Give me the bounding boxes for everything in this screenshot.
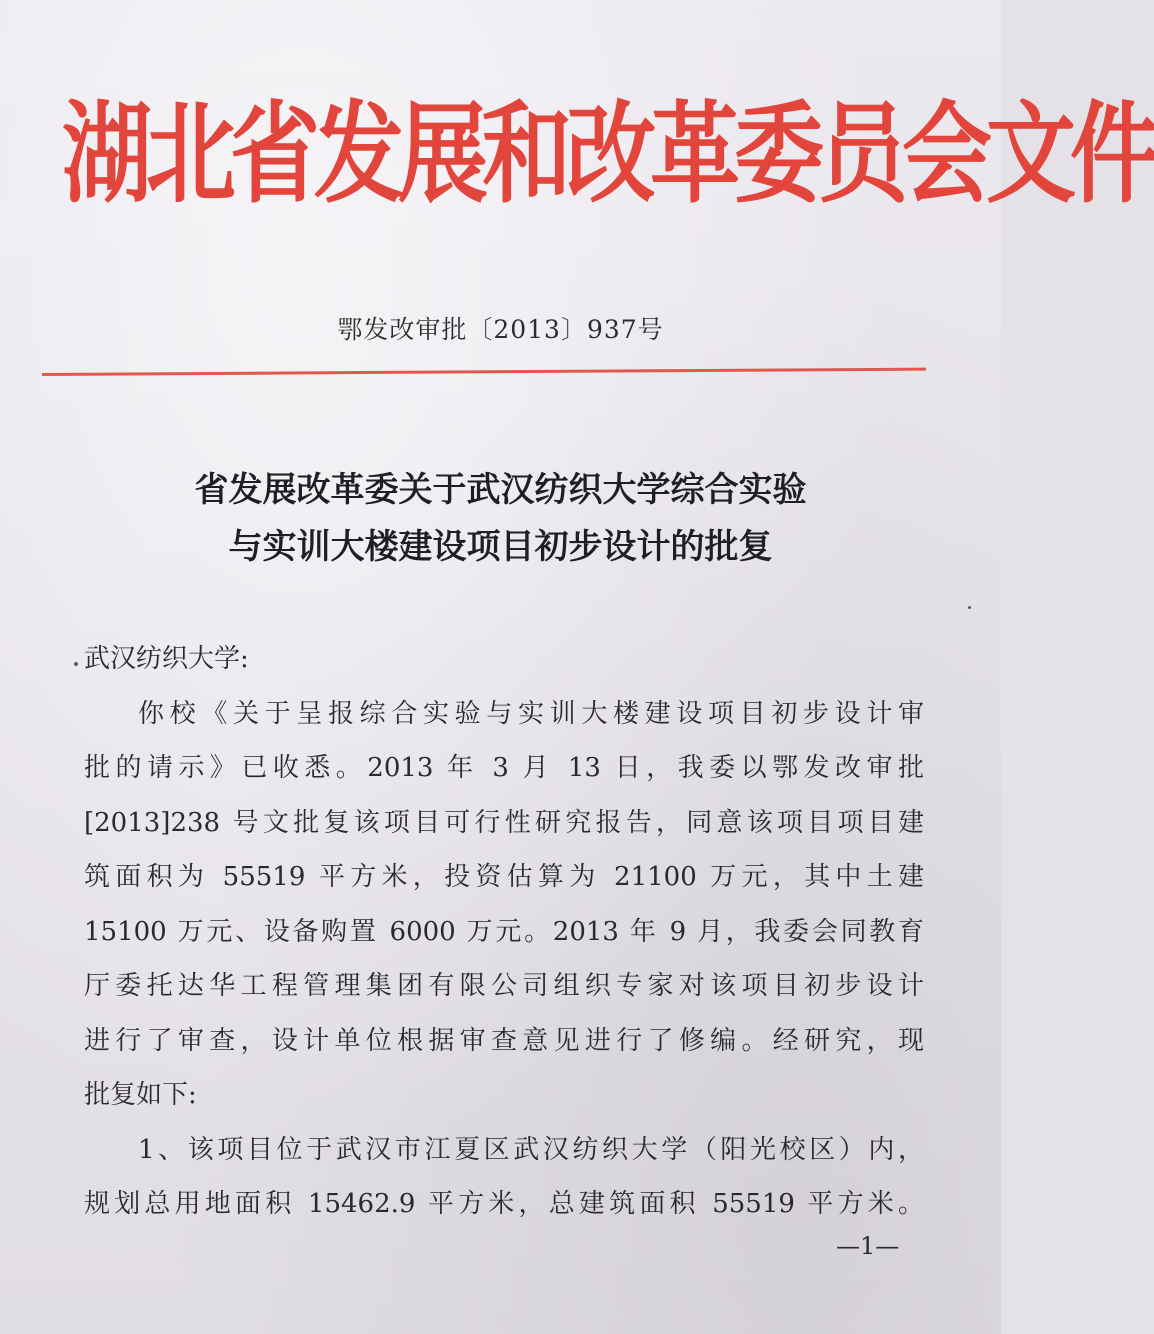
body-line-5: 15100 万元、设备购置 6000 万元。2013 年 9 月，我委会同教育 [84, 916, 924, 947]
body-line-4: 筑面积为 55519 平方米，投资估算为 21100 万元，其中土建 [84, 862, 924, 892]
title-line-1: 省发展改革委关于武汉纺织大学综合实验 [194, 470, 807, 510]
body-line-8: 批复如下: [84, 1080, 197, 1110]
red-divider-line [42, 368, 926, 376]
title-line-2: 与实训大楼建设项目初步设计的批复 [228, 527, 773, 567]
body-line-10: 规划总用地面积 15462.9 平方米，总建筑面积 55519 平方米。 [84, 1189, 924, 1219]
body-line-9: 1、该项目位于武汉市江夏区武汉纺织大学（阳光校区）内， [138, 1134, 924, 1165]
body-line-2: 批的请示》已收悉。2013 年 3 月 13 日，我委以鄂发改审批 [84, 753, 924, 783]
body-line-3: [2013]238 号文批复该项目可行性研究报告，同意该项目项目建 [84, 807, 924, 838]
body-line-7: 进行了审查，设计单位根据审查意见进行了修编。经研究，现 [84, 1025, 924, 1056]
paper-speck [968, 606, 971, 609]
page-number: —1— [836, 1232, 900, 1260]
document-number: 鄂发改审批〔2013〕937号 [337, 315, 664, 344]
paper-speck [74, 662, 78, 666]
body-line-6: 厅委托达华工程管理集团有限公司组织专家对该项目初步设计 [84, 971, 924, 1001]
document-title [0, 462, 1001, 576]
document-body [84, 632, 924, 1232]
recipient-line: 武汉纺织大学: [84, 644, 249, 674]
agency-masthead: 湖北省发展和改革委员会文件 [62, 90, 1154, 219]
body-line-1: 你校《关于呈报综合实验与实训大楼建设项目初步设计审 [138, 698, 924, 729]
